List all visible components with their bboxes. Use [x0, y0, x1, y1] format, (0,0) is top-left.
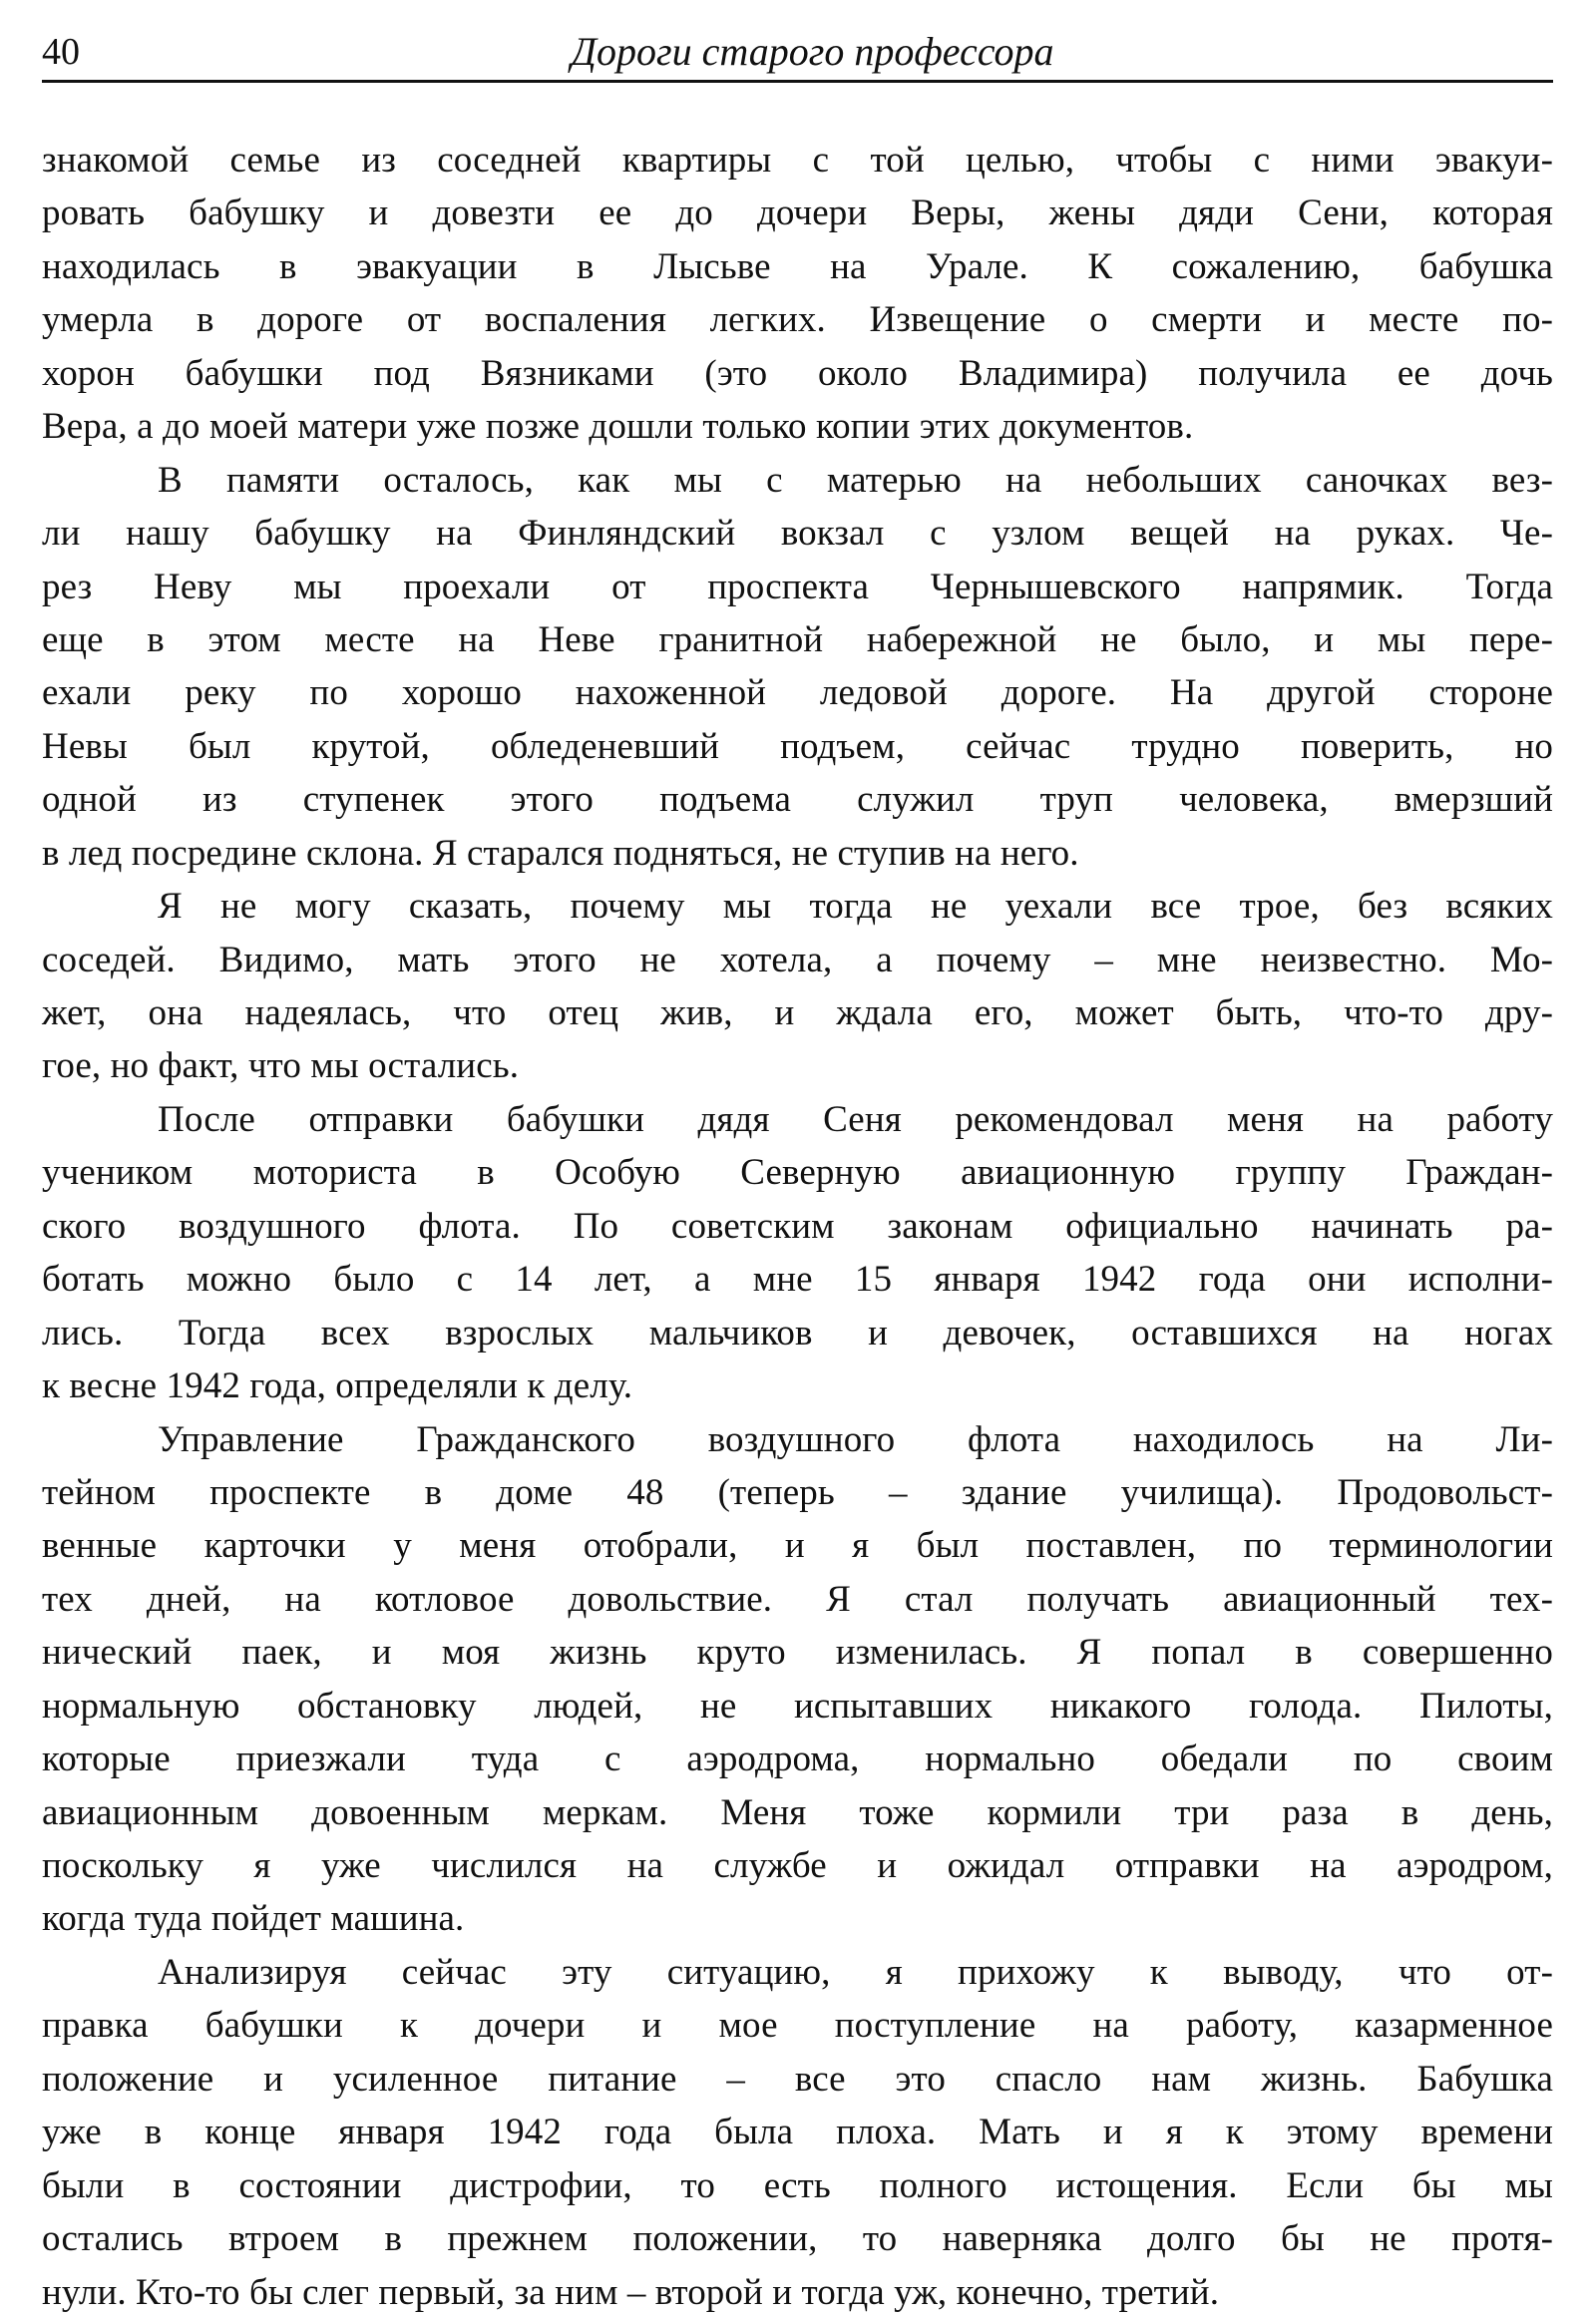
text-line: ботать можно было с 14 лет, а мне 15 января 1942 года они исполни-: [42, 1259, 1553, 1301]
text-line: знакомой семье из соседней квартиры с той целью, чтобы с ними эвакуи-: [42, 140, 1553, 181]
text-line: тейном проспекте в доме 48 (теперь – здание училища). Продовольст-: [42, 1471, 1553, 1513]
text-line: гое, но факт, что мы остались.: [42, 1045, 520, 1087]
header-rule: [42, 80, 1553, 83]
text-line: когда туда пойдет машина.: [42, 1898, 465, 1940]
text-line: Анализируя сейчас эту ситуацию, я прихожу к выводу, что от-: [158, 1951, 1553, 1993]
text-line: Я не могу сказать, почему мы тогда не уехали все трое, без всяких: [158, 886, 1553, 928]
text-line: хорон бабушки под Вязниками (это около Владимира) получила ее дочь: [42, 352, 1553, 394]
text-line: ли нашу бабушку на Финляндский вокзал с узлом вещей на руках. Че-: [42, 513, 1553, 555]
text-line: нический паек, и моя жизнь круто изменилась. Я попал в совершенно: [42, 1632, 1553, 1674]
body-text: [42, 134, 1553, 2319]
text-line: поскольку я уже числился на службе и ожидал отправки на аэродром,: [42, 1845, 1553, 1886]
text-line: авиационным довоенным меркам. Меня тоже кормили три раза в день,: [42, 1791, 1553, 1833]
text-line: ехали реку по хорошо нахоженной ледовой дороге. На другой стороне: [42, 672, 1553, 714]
text-line: венные карточки у меня отобрали, и я был поставлен, по терминологии: [42, 1525, 1553, 1567]
text-line: Невы был крутой, обледеневший подъем, сейчас трудно поверить, но: [42, 725, 1553, 767]
text-line: После отправки бабушки дядя Сеня рекомендовал меня на работу: [158, 1098, 1553, 1140]
text-line: соседей. Видимо, мать этого не хотела, а почему – мне неизвестно. Мо-: [42, 939, 1553, 980]
text-line: В памяти осталось, как мы с матерью на небольших саночках вез-: [158, 459, 1553, 501]
text-line: умерла в дороге от воспаления легких. Извещение о смерти и месте по-: [42, 299, 1553, 341]
text-line: находилась в эвакуации в Лысьве на Урале. К сожалению, бабушка: [42, 245, 1553, 287]
text-line: нормальную обстановку людей, не испытавших никакого голода. Пилоты,: [42, 1685, 1553, 1727]
text-line: лись. Тогда всех взрослых мальчиков и девочек, оставшихся на ногах: [42, 1312, 1553, 1353]
text-line: Вера, а до моей матери уже позже дошли только копии этих документов.: [42, 406, 1194, 448]
page-number: 40: [42, 31, 80, 73]
text-line: которые приезжали туда с аэродрома, нормально обедали по своим: [42, 1739, 1553, 1780]
running-title: Дороги старого профессора: [571, 29, 1054, 74]
text-line: рез Неву мы проехали от проспекта Чернышевского напрямик. Тогда: [42, 566, 1553, 607]
text-line: положение и усиленное питание – все это спасло нам жизнь. Бабушка: [42, 2058, 1553, 2100]
text-line: учеником моториста в Особую Северную авиационную группу Граждан-: [42, 1152, 1553, 1194]
text-line: остались втроем в прежнем положении, то наверняка долго бы не протя-: [42, 2218, 1553, 2260]
text-line: к весне 1942 года, определяли к делу.: [42, 1365, 633, 1407]
text-line: были в состоянии дистрофии, то есть полного истощения. Если бы мы: [42, 2164, 1553, 2206]
running-head: [42, 22, 1553, 82]
text-line: уже в конце января 1942 года была плоха. Мать и я к этому времени: [42, 2112, 1553, 2153]
text-line: нули. Кто-то бы слег первый, за ним – второй и тогда уж, конечно, третий.: [42, 2271, 1220, 2313]
text-line: правка бабушки к дочери и мое поступление на работу, казарменное: [42, 2005, 1553, 2047]
text-line: одной из ступенек этого подъема служил труп человека, вмерзший: [42, 779, 1553, 821]
text-line: ровать бабушку и довезти ее до дочери Веры, жены дяди Сени, которая: [42, 193, 1553, 234]
text-line: Управление Гражданского воздушного флота находилось на Ли-: [158, 1418, 1553, 1460]
text-line: жет, она надеялась, что отец жив, и ждала его, может быть, что-то дру-: [42, 992, 1553, 1033]
text-line: тех дней, на котловое довольствие. Я стал получать авиационный тех-: [42, 1578, 1553, 1620]
text-line: в лед посредине склона. Я старался подняться, не ступив на него.: [42, 832, 1079, 874]
text-line: еще в этом месте на Неве гранитной набережной не было, и мы пере-: [42, 618, 1553, 660]
text-line: ского воздушного флота. По советским законам официально начинать ра-: [42, 1205, 1553, 1247]
